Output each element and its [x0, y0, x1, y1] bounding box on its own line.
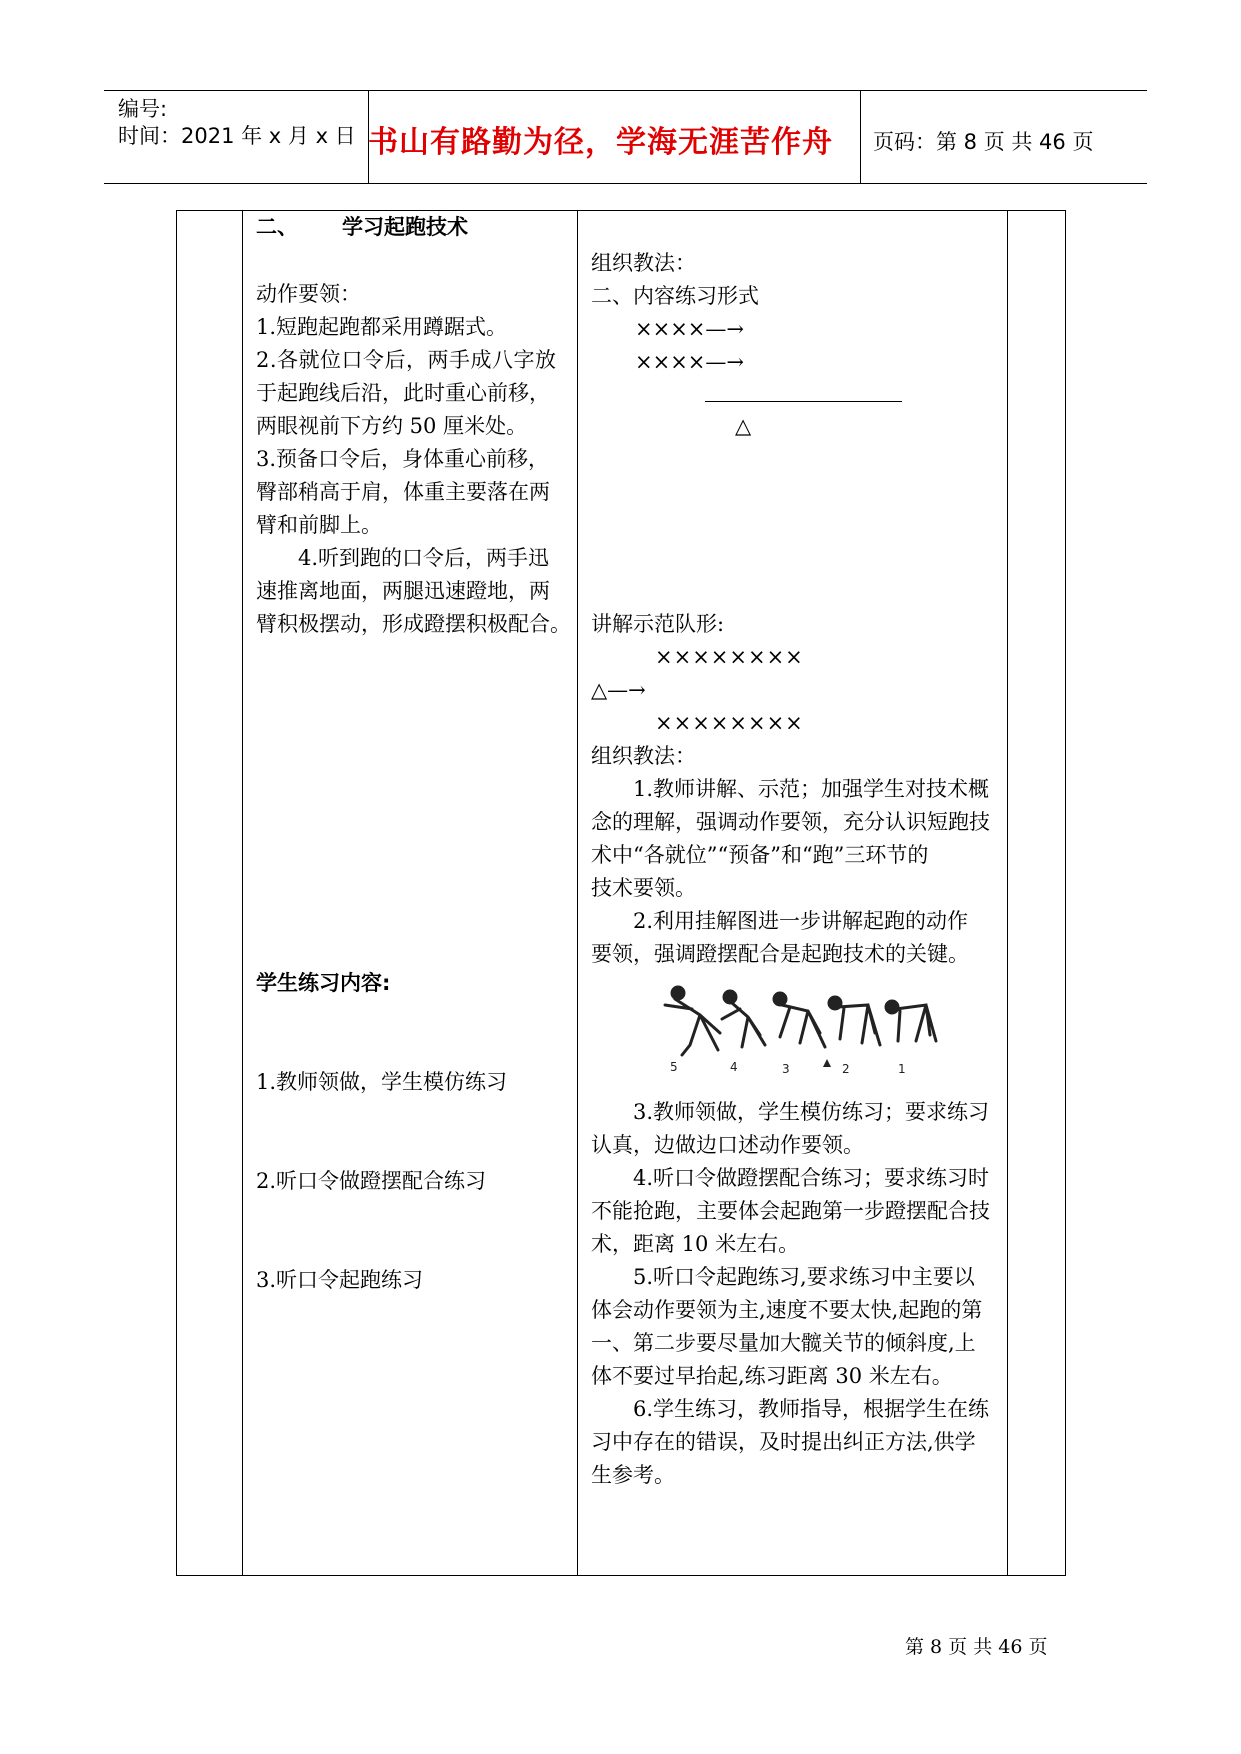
method-para: 术中“各就位”“预备”和“跑”三环节的 [591, 843, 929, 867]
runner-2-body [838, 1005, 880, 1045]
header-bottom-rule [104, 183, 1147, 184]
start-line [705, 401, 902, 402]
runner-3-body [780, 1005, 825, 1047]
runner-4-head [724, 991, 736, 1003]
teacher-triangle: △ [735, 414, 752, 438]
formation-row: ××××—→ [635, 350, 744, 374]
method-para: 一、第二步要尽量加大髋关节的倾斜度,上 [591, 1331, 976, 1355]
essential-line: 2.各就位口令后，两手成八字放 [256, 348, 557, 372]
method-para: 术，距离 10 米左右。 [591, 1232, 800, 1256]
practice-item: 1.教师领做，学生模仿练习 [256, 1070, 508, 1094]
method-para: 3.教师领做，学生模仿练习；要求练习 [633, 1100, 990, 1124]
runner-3-head [774, 993, 786, 1005]
demo-title: 讲解示范队形: [591, 612, 725, 636]
formation-row: ××××—→ [635, 317, 744, 341]
page-code: 页码：第 8 页 共 46 页 [873, 130, 1094, 154]
essential-line: 3.预备口令后，身体重心前移， [256, 447, 550, 471]
section-number: 二、 [256, 215, 298, 239]
method-para: 2.利用挂解图进一步讲解起跑的动作 [633, 909, 969, 933]
method-para: 不能抢跑，主要体会起跑第一步蹬摆配合技 [591, 1199, 990, 1223]
practice-title: 学生练习内容: [256, 971, 391, 995]
method-para: 习中存在的错误，及时提出纠正方法,供学 [591, 1430, 976, 1454]
method-para: 生参考。 [591, 1463, 675, 1487]
essentials-label: 动作要领： [256, 282, 361, 306]
section-title: 学习起跑技术 [342, 215, 468, 239]
method-para: 6.学生练习，教师指导，根据学生在练 [633, 1397, 990, 1421]
header-divider-right [860, 90, 861, 183]
method-para: 认真，边做边口述动作要领。 [591, 1133, 864, 1157]
figure-label: 2 [842, 1062, 850, 1075]
demo-row: ×××××××× [655, 645, 804, 669]
essential-line: 臂积极摆动，形成蹬摆积极配合。 [256, 612, 571, 636]
runner-5-body [665, 999, 720, 1055]
figure-label: 4 [730, 1060, 738, 1074]
practice-item: 2.听口令做蹬摆配合练习 [256, 1169, 487, 1193]
figure-label: 5 [670, 1060, 678, 1074]
essential-line: 速推离地面，两腿迅速蹬地，两 [256, 579, 550, 603]
method-para: 5.听口令起跑练习,要求练习中主要以 [633, 1265, 975, 1289]
method-para: 1.教师讲解、示范；加强学生对技术概 [633, 777, 990, 801]
sprint-start-illustration [630, 975, 960, 1075]
figure-label: 3 [782, 1062, 790, 1075]
practice-item: 3.听口令起跑练习 [256, 1268, 424, 1292]
runner-5-head [672, 987, 684, 999]
essential-line: 两眼视前下方约 50 厘米处。 [256, 414, 528, 438]
essential-line: 臀部稍高于肩，体重主要落在两 [256, 480, 550, 504]
page-footer: 第 8 页 共 46 页 [905, 1636, 1048, 1658]
method-para: 要领，强调蹬摆配合是起跑技术的关键。 [591, 942, 969, 966]
essential-line: 1.短跑起跑都采用蹲踞式。 [256, 315, 508, 339]
header-motto: 书山有路勤为径，学海无涯苦作舟 [368, 125, 833, 160]
org-method-label: 组织教法： [591, 744, 696, 768]
form-title: 二、内容练习形式 [591, 284, 759, 308]
runner-1-body [896, 1005, 936, 1041]
figure-label: 1 [898, 1062, 906, 1075]
method-para: 4.听口令做蹬摆配合练习；要求练习时 [633, 1166, 990, 1190]
method-para: 念的理解，强调动作要领，充分认识短跑技 [591, 810, 990, 834]
essential-line: 4.听到跑的口令后，两手迅 [298, 546, 550, 570]
doc-time-label: 时间：2021 年 x 月 x 日 [118, 124, 356, 148]
runner-4-body [722, 1003, 765, 1047]
table-col-divider-1 [242, 210, 243, 1576]
runner-1-head [886, 1001, 898, 1013]
table-col-divider-2 [577, 210, 578, 1576]
table-col-divider-3 [1007, 210, 1008, 1576]
demo-row: ×××××××× [655, 711, 804, 735]
start-marker-icon [823, 1059, 831, 1067]
essential-line: 于起跑线后沿，此时重心前移， [256, 381, 550, 405]
doc-number-label: 编号: [118, 97, 168, 121]
essential-line: 臂和前脚上。 [256, 513, 382, 537]
demo-teacher-arrow: △—→ [591, 678, 646, 702]
method-para: 技术要领。 [591, 876, 696, 900]
org-method-label: 组织教法： [591, 251, 696, 275]
method-para: 体不要过早抬起,练习距离 30 米左右。 [591, 1364, 953, 1388]
header-top-rule [104, 90, 1147, 91]
method-para: 体会动作要领为主,速度不要太快,起跑的第 [591, 1298, 983, 1322]
